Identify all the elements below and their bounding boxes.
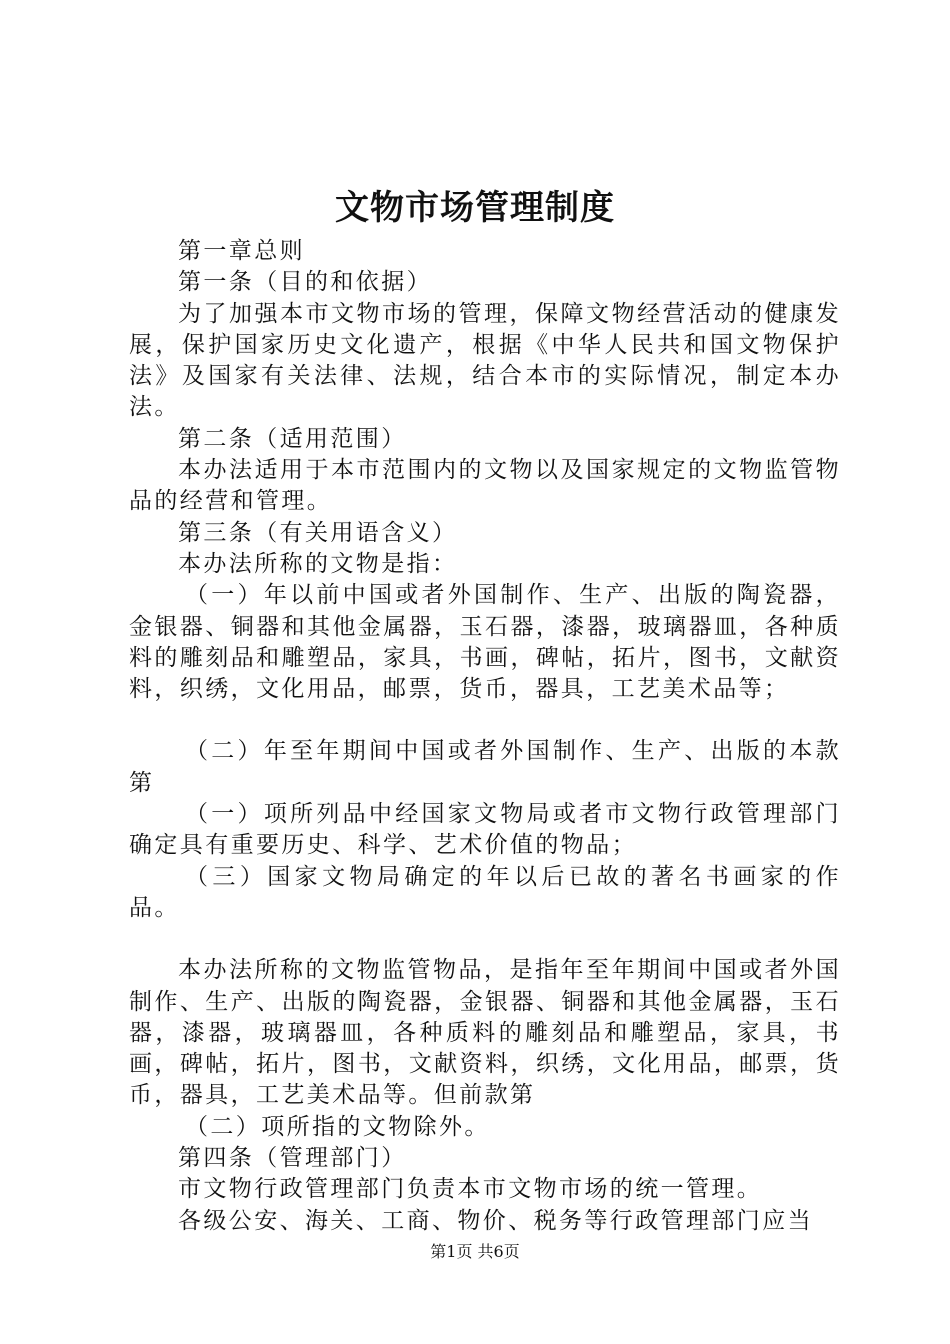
article-3-supervised-items: 本办法所称的文物监管物品，是指年至年期间中国或者外国制作、生产、出版的陶瓷器，金银器、铜器和其他金属器，玉石器，漆器，玻璃器皿，各种质料的雕刻品和雕塑品，家具，书画，碑帖，拓片，图书，文献资料，织绣，文化用品，邮票，货币，器具，工艺美术品等。但前款第 [129,957,841,1109]
article-3-item-1: （一）年以前中国或者外国制作、生产、出版的陶瓷器，金银器、铜器和其他金属器，玉石器，漆器，玻璃器皿，各种质料的雕刻品和雕塑品，家具，书画，碑帖，拓片，图书，文献资料，织绣，文化用品，邮票，货币，器具，工艺美术品等； [129,582,841,703]
document-body [129,236,841,1237]
chapter-heading: 第一章总则 [178,238,305,264]
article-3-item-2-continued: （一）项所列品中经国家文物局或者市文物行政管理部门确定具有重要历史、科学、艺术价值的物品； [129,801,841,859]
article-3-item-2: （二）年至年期间中国或者外国制作、生产、出版的本款第 [129,738,841,796]
article-2-body: 本办法适用于本市范围内的文物以及国家规定的文物监管物品的经营和管理。 [129,457,841,515]
article-3-exception: （二）项所指的文物除外。 [185,1113,490,1140]
article-1-heading: 第一条（目的和依据） [178,269,432,296]
article-4-body-2: 各级公安、海关、工商、物价、税务等行政管理部门应当 [178,1207,813,1234]
article-1-body: 为了加强本市文物市场的管理，保障文物经营活动的健康发展，保护国家历史文化遗产，根据《中华人民共和国文物保护法》及国家有关法律、法规，结合本市的实际情况，制定本办法。 [129,300,841,421]
page-number-footer: 第1页 共6页 [430,1242,520,1261]
document-title: 文物市场管理制度 [335,188,615,228]
article-4-body-1: 市文物行政管理部门负责本市文物市场的统一管理。 [178,1176,763,1203]
article-3-item-3: （三）国家文物局确定的年以后已故的著名书画家的作品。 [129,863,841,921]
article-3-intro: 本办法所称的文物是指： [178,550,458,577]
article-2-heading: 第二条（适用范围） [178,425,407,452]
article-3-heading: 第三条（有关用语含义） [178,519,458,546]
article-4-heading: 第四条（管理部门） [178,1145,407,1172]
